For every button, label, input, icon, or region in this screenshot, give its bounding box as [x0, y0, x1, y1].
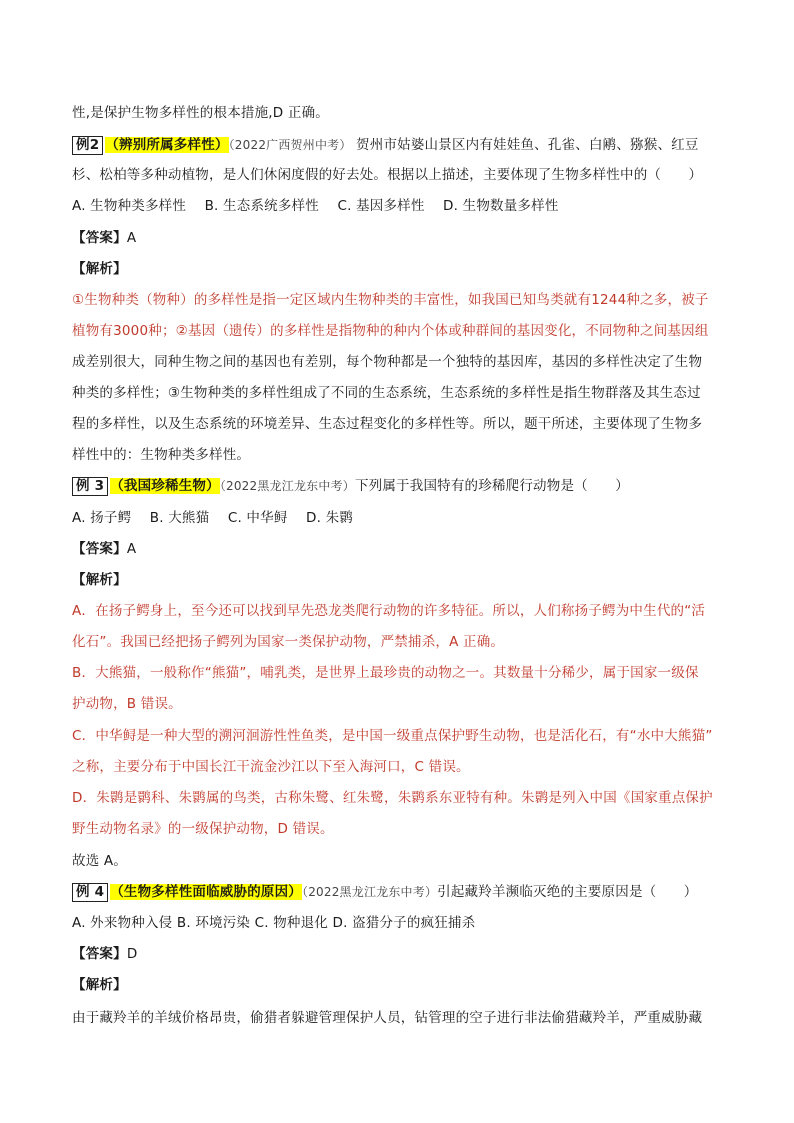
analysis-text: ①生物种类（物种）的多样性是指一定区域内生物种类的丰富性，如我国已知鸟类就有1244种之多，被子 — [72, 292, 709, 308]
analysis-line — [72, 321, 722, 341]
option-a: A. 生物种类多样性 — [72, 198, 187, 214]
topic-tag: （我国珍稀生物） — [110, 478, 220, 494]
analysis-text: 种类的多样性；③生物种类的多样性组成了不同的生态系统，生态系统的多样性是指生物群落及其生态过 — [72, 385, 701, 401]
analysis-line — [72, 383, 722, 403]
answer-value: A — [126, 230, 137, 246]
answer-label: 【答案】 — [72, 230, 127, 246]
question-stem: 引起藏羚羊濒临灭绝的主要原因是（ ） — [437, 884, 698, 900]
option-d: D. 朱鹮 — [306, 510, 354, 526]
analysis-text: 程的多样性，以及生态系统的环境差异、生态过程变化的多样性等。所以，题干所述，主要体现了生物多 — [72, 416, 703, 432]
exam-source: （2022广西贺州中考） — [228, 138, 352, 152]
question-stem-text: 杉、松柏等多种动植物，是人们休闲度假的好去处。根据以上描述，主要体现了生物多样性中的（ ） — [72, 167, 703, 183]
analysis-line — [72, 694, 722, 714]
answer-value: A — [126, 541, 137, 557]
analysis-line — [72, 414, 722, 434]
continued-text — [72, 103, 722, 123]
example-4-heading — [72, 882, 722, 902]
answer-label: 【答案】 — [72, 541, 127, 557]
option-b: B. 生态系统多样性 — [204, 198, 319, 214]
analysis-label — [72, 259, 722, 279]
example-number: 例2 — [72, 136, 103, 155]
analysis-line — [72, 663, 722, 683]
analysis-text: 由于藏羚羊的羊绒价格昂贵，偷猎者躲避管理保护人员，钻管理的空子进行非法偷猎藏羚羊，严重威胁藏 — [72, 1010, 703, 1026]
exam-source: （2022黑龙江龙东中考） — [302, 885, 438, 899]
analysis-label — [72, 975, 722, 995]
option-d: D. 生物数量多样性 — [443, 198, 559, 214]
analysis-line — [72, 788, 722, 808]
example-number: 例 4 — [72, 883, 108, 902]
option-a: A. 扬子鳄 — [72, 510, 132, 526]
analysis-text: 样性中的：生物种类多样性。 — [72, 447, 251, 463]
options-row — [72, 196, 722, 216]
conclusion — [72, 851, 722, 871]
exam-source: （2022黑龙江龙东中考） — [219, 479, 355, 493]
analysis-text: 之称，主要分布于中国长江干流金沙江以下至入海河口，C 错误。 — [72, 759, 470, 775]
options-row — [72, 508, 722, 528]
option-b: B. 大熊猫 — [149, 510, 210, 526]
analysis-line — [72, 352, 722, 372]
option-c: C. 基因多样性 — [337, 198, 425, 214]
analysis-line — [72, 290, 722, 310]
analysis-line — [72, 757, 722, 777]
analysis-line — [72, 445, 722, 465]
analysis-text: 成差别很大，同种生物之间的基因也有差别，每个物种都是一个独特的基因库，基因的多样性决定了生物 — [72, 354, 703, 370]
answer-row — [72, 539, 722, 559]
answer-value: D — [126, 946, 138, 962]
analysis-line — [72, 601, 722, 621]
continued-text-line: 性,是保护生物多样性的根本措施,D 正确。 — [72, 105, 329, 121]
analysis-text: C．中华鲟是一种大型的溯河洄游性性鱼类，是中国一级重点保护野生动物，也是活化石，有“水中大熊猫” — [72, 728, 713, 744]
options-text: A. 外来物种入侵 B. 环境污染 C. 物种退化 D. 盗猎分子的疯狂捕杀 — [72, 915, 476, 931]
analysis-line — [72, 726, 722, 746]
analysis-text: 植物有3000种；②基因（遗传）的多样性是指物种的种内个体或种群间的基因变化，不同物种之间基因组 — [72, 323, 709, 339]
analysis-line — [72, 632, 722, 652]
analysis-line — [72, 1008, 722, 1028]
analysis-text: 化石”。我国已经把扬子鳄列为国家一类保护动物，严禁捕杀，A 正确。 — [72, 634, 505, 650]
options-row — [72, 913, 722, 933]
answer-row — [72, 944, 722, 964]
analysis-text: 护动物，B 错误。 — [72, 696, 182, 712]
topic-tag: （生物多样性面临威胁的原因） — [110, 884, 303, 900]
answer-label: 【答案】 — [72, 946, 127, 962]
question-stem-continued — [72, 165, 722, 185]
analysis-line — [72, 819, 722, 839]
analysis-text: D．朱鹮是鹮科、朱鹮属的鸟类，古称朱鹭、红朱鹭，朱鹮系东亚特有种。朱鹮是列入中国《国家重点保护 — [72, 790, 713, 806]
option-c: C. 中华鲟 — [227, 510, 288, 526]
question-stem: 下列属于我国特有的珍稀爬行动物是（ ） — [354, 478, 629, 494]
question-stem: 贺州市姑婆山景区内有娃娃鱼、孔雀、白鹇、猕猴、红豆 — [351, 137, 699, 153]
analysis-label — [72, 570, 722, 590]
analysis-text: 野生动物名录》的一级保护动物，D 错误。 — [72, 821, 334, 837]
answer-row — [72, 228, 722, 248]
example-number: 例 3 — [72, 477, 108, 496]
topic-tag: （辨别所属多样性） — [105, 137, 229, 153]
example-2-heading — [72, 135, 722, 155]
analysis-label-text: 【解析】 — [72, 261, 127, 277]
analysis-text: B．大熊猫，一般称作“熊猫”，哺乳类，是世界上最珍贵的动物之一。其数量十分稀少，属于国家一级保 — [72, 665, 699, 681]
analysis-label-text: 【解析】 — [72, 977, 127, 993]
analysis-text: A．在扬子鳄身上，至今还可以找到早先恐龙类爬行动物的许多特征。所以，人们称扬子鳄为中生代的“活 — [72, 603, 706, 619]
analysis-label-text: 【解析】 — [72, 572, 127, 588]
conclusion-text: 故选 A。 — [72, 853, 128, 869]
example-3-heading — [72, 476, 722, 496]
